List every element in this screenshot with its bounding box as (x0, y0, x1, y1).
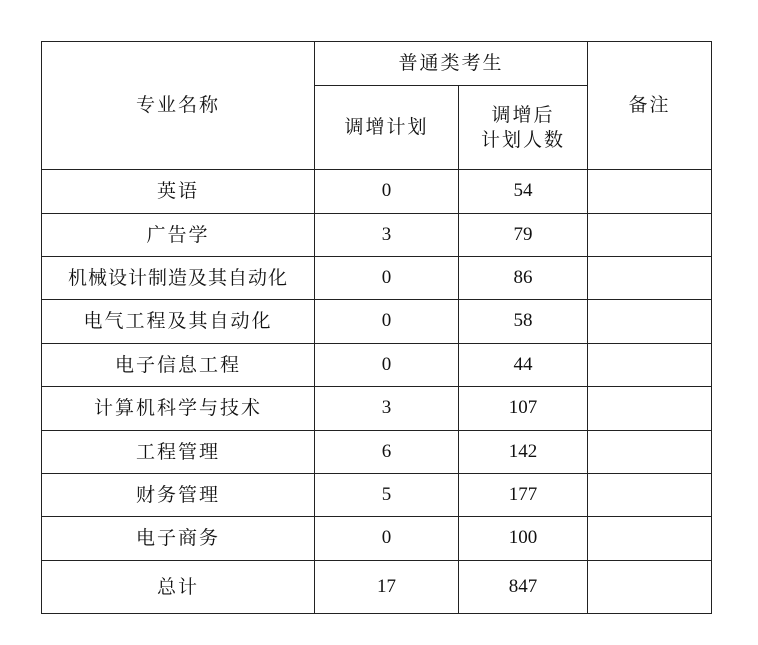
after-cell: 86 (459, 257, 588, 300)
after-cell: 44 (459, 344, 588, 387)
remarks-header: 备注 (588, 42, 712, 170)
increase-cell: 0 (315, 517, 459, 561)
increase-cell: 5 (315, 474, 459, 517)
increase-cell: 0 (315, 300, 459, 344)
major-name-cell: 财务管理 (42, 474, 315, 517)
major-name-cell: 电气工程及其自动化 (42, 300, 315, 344)
table-row (42, 474, 712, 517)
remark-cell (588, 474, 712, 517)
table-row (42, 257, 712, 300)
after-cell: 100 (459, 517, 588, 561)
group-header: 普通类考生 (315, 42, 588, 86)
after-cell: 177 (459, 474, 588, 517)
remark-cell (588, 387, 712, 431)
increase-cell: 3 (315, 214, 459, 257)
increase-plan-header: 调增计划 (315, 86, 459, 170)
remark-cell (588, 214, 712, 257)
table-row (42, 300, 712, 344)
increase-cell: 0 (315, 170, 459, 214)
major-name-cell: 广告学 (42, 214, 315, 257)
table-row (42, 431, 712, 474)
major-name-cell: 电子商务 (42, 517, 315, 561)
table-row (42, 387, 712, 431)
after-cell: 107 (459, 387, 588, 431)
increase-cell: 0 (315, 257, 459, 300)
remark-cell (588, 431, 712, 474)
increase-cell: 6 (315, 431, 459, 474)
after-cell: 54 (459, 170, 588, 214)
table-row (42, 170, 712, 214)
total-label-cell: 总计 (42, 561, 315, 614)
header-row-1 (42, 42, 712, 86)
table-row (42, 344, 712, 387)
remark-cell (588, 517, 712, 561)
total-after-cell: 847 (459, 561, 588, 614)
table-row (42, 214, 712, 257)
total-remark-cell (588, 561, 712, 614)
enrollment-plan-table (41, 41, 712, 614)
after-cell: 79 (459, 214, 588, 257)
major-name-cell: 工程管理 (42, 431, 315, 474)
total-row (42, 561, 712, 614)
after-increase-header (459, 86, 588, 170)
after-cell: 58 (459, 300, 588, 344)
major-name-cell: 机械设计制造及其自动化 (42, 257, 315, 300)
major-name-header: 专业名称 (42, 42, 315, 170)
table-row (42, 517, 712, 561)
after-cell: 142 (459, 431, 588, 474)
major-name-cell: 英语 (42, 170, 315, 214)
major-name-cell: 计算机科学与技术 (42, 387, 315, 431)
total-increase-cell: 17 (315, 561, 459, 614)
after-increase-header-line1: 调增后 (491, 103, 555, 126)
major-name-cell: 电子信息工程 (42, 344, 315, 387)
after-increase-header-line2: 计划人数 (480, 128, 565, 151)
remark-cell (588, 170, 712, 214)
increase-cell: 3 (315, 387, 459, 431)
remark-cell (588, 344, 712, 387)
remark-cell (588, 300, 712, 344)
remark-cell (588, 257, 712, 300)
increase-cell: 0 (315, 344, 459, 387)
